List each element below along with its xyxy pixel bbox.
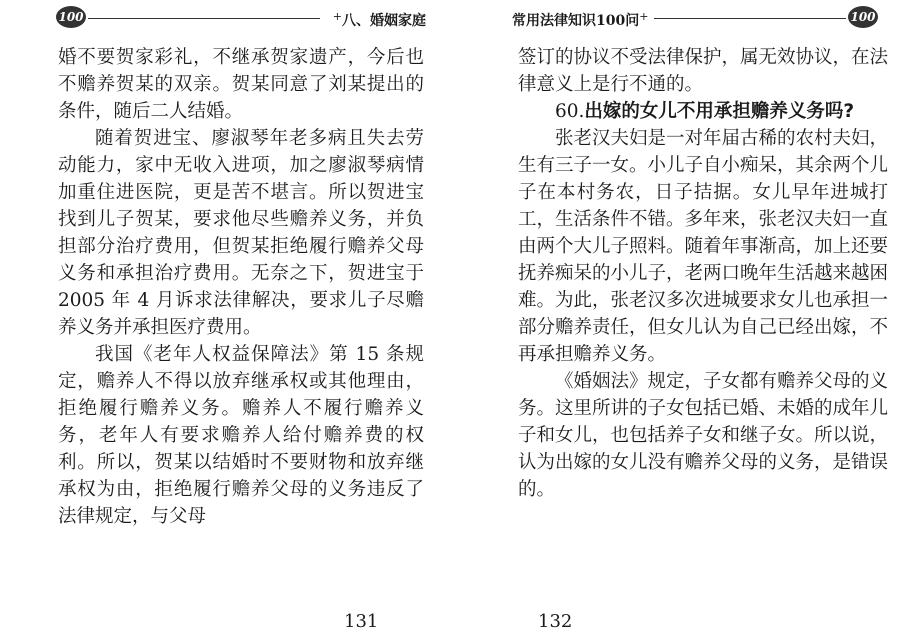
cross-mark: + [639, 10, 649, 23]
paragraph: 签订的协议不受法律保护，属无效协议，在法律意义上是行不通的。 [518, 47, 889, 95]
question-number: 60. [555, 101, 585, 122]
header-rule [654, 18, 846, 19]
paragraph: 随着贺进宝、廖淑琴年老多病且失去劳动能力，家中无收入进项，加之廖淑琴病情加重住进医院，更是苦不堪言。所以贺进宝找到儿子贺某，要求他尽些赡养义务，并负担部分治疗费用，但贺某拒绝履行赡养父母义务和承担治疗费用。无奈之下，贺进宝于 2005 年 4 月诉求法律解决，要求儿子尽赡养义务并承担医疗费用。 [58, 128, 424, 338]
cross-mark: + [332, 10, 342, 23]
series-badge-logo: 100 [848, 6, 878, 28]
paragraph: 婚不要贺家彩礼，不继承贺家遗产，今后也不赡养贺某的双亲。贺某同意了刘某提出的条件，随后二人结婚。 [58, 47, 424, 122]
book-title-text: 常用法律知识100问 [512, 13, 640, 29]
series-badge-logo: 100 [56, 6, 86, 28]
paragraph: 《婚姻法》规定，子女都有赡养父母的义务。这里所讲的子女包括已婚、未婚的成年儿子和女儿，也包括养子女和继子女。所以说，认为出嫁的女儿没有赡养父母的义务，是错误的。 [518, 371, 889, 500]
header-rule [88, 18, 320, 19]
question-title: 出嫁的女儿不用承担赡养义务吗? [584, 101, 855, 122]
right-body-text [518, 44, 888, 503]
page-number: 131 [344, 611, 379, 632]
paragraph: 张老汉夫妇是一对年届古稀的农村夫妇，生有三子一女。小儿子自小痴呆，其余两个儿子在本村务农，日子拮据。女儿早年进城打工，生活条件不错。多年来，张老汉夫妇一直由两个大儿子照料。随着年事渐高，加上还要抚养痴呆的小儿子，老两口晚年生活越来越困难。为此，张老汉多次进城要求女儿也承担一部分赡养责任，但女儿认为自己已经出嫁，不再承担赡养义务。 [518, 128, 889, 365]
page-number: 132 [538, 611, 573, 632]
question-heading [518, 98, 888, 125]
paragraph: 我国《老年人权益保障法》第 15 条规定，赡养人不得以放弃继承权或其他理由，拒绝履行赡养义务。赡养人不履行赡养义务，老年人有要求赡养人给付赡养费的权利。所以，贺某以结婚时不要财物和放弃继承权为由，拒绝履行赡养父母的义务违反了法律规定，与父母 [58, 344, 424, 527]
book-title [512, 6, 648, 32]
right-page [462, 0, 924, 640]
left-running-header [56, 6, 426, 32]
right-running-header [512, 6, 878, 32]
left-body-text [58, 44, 424, 530]
chapter-title [333, 6, 426, 32]
chapter-title-text: 八、婚姻家庭 [342, 13, 426, 29]
